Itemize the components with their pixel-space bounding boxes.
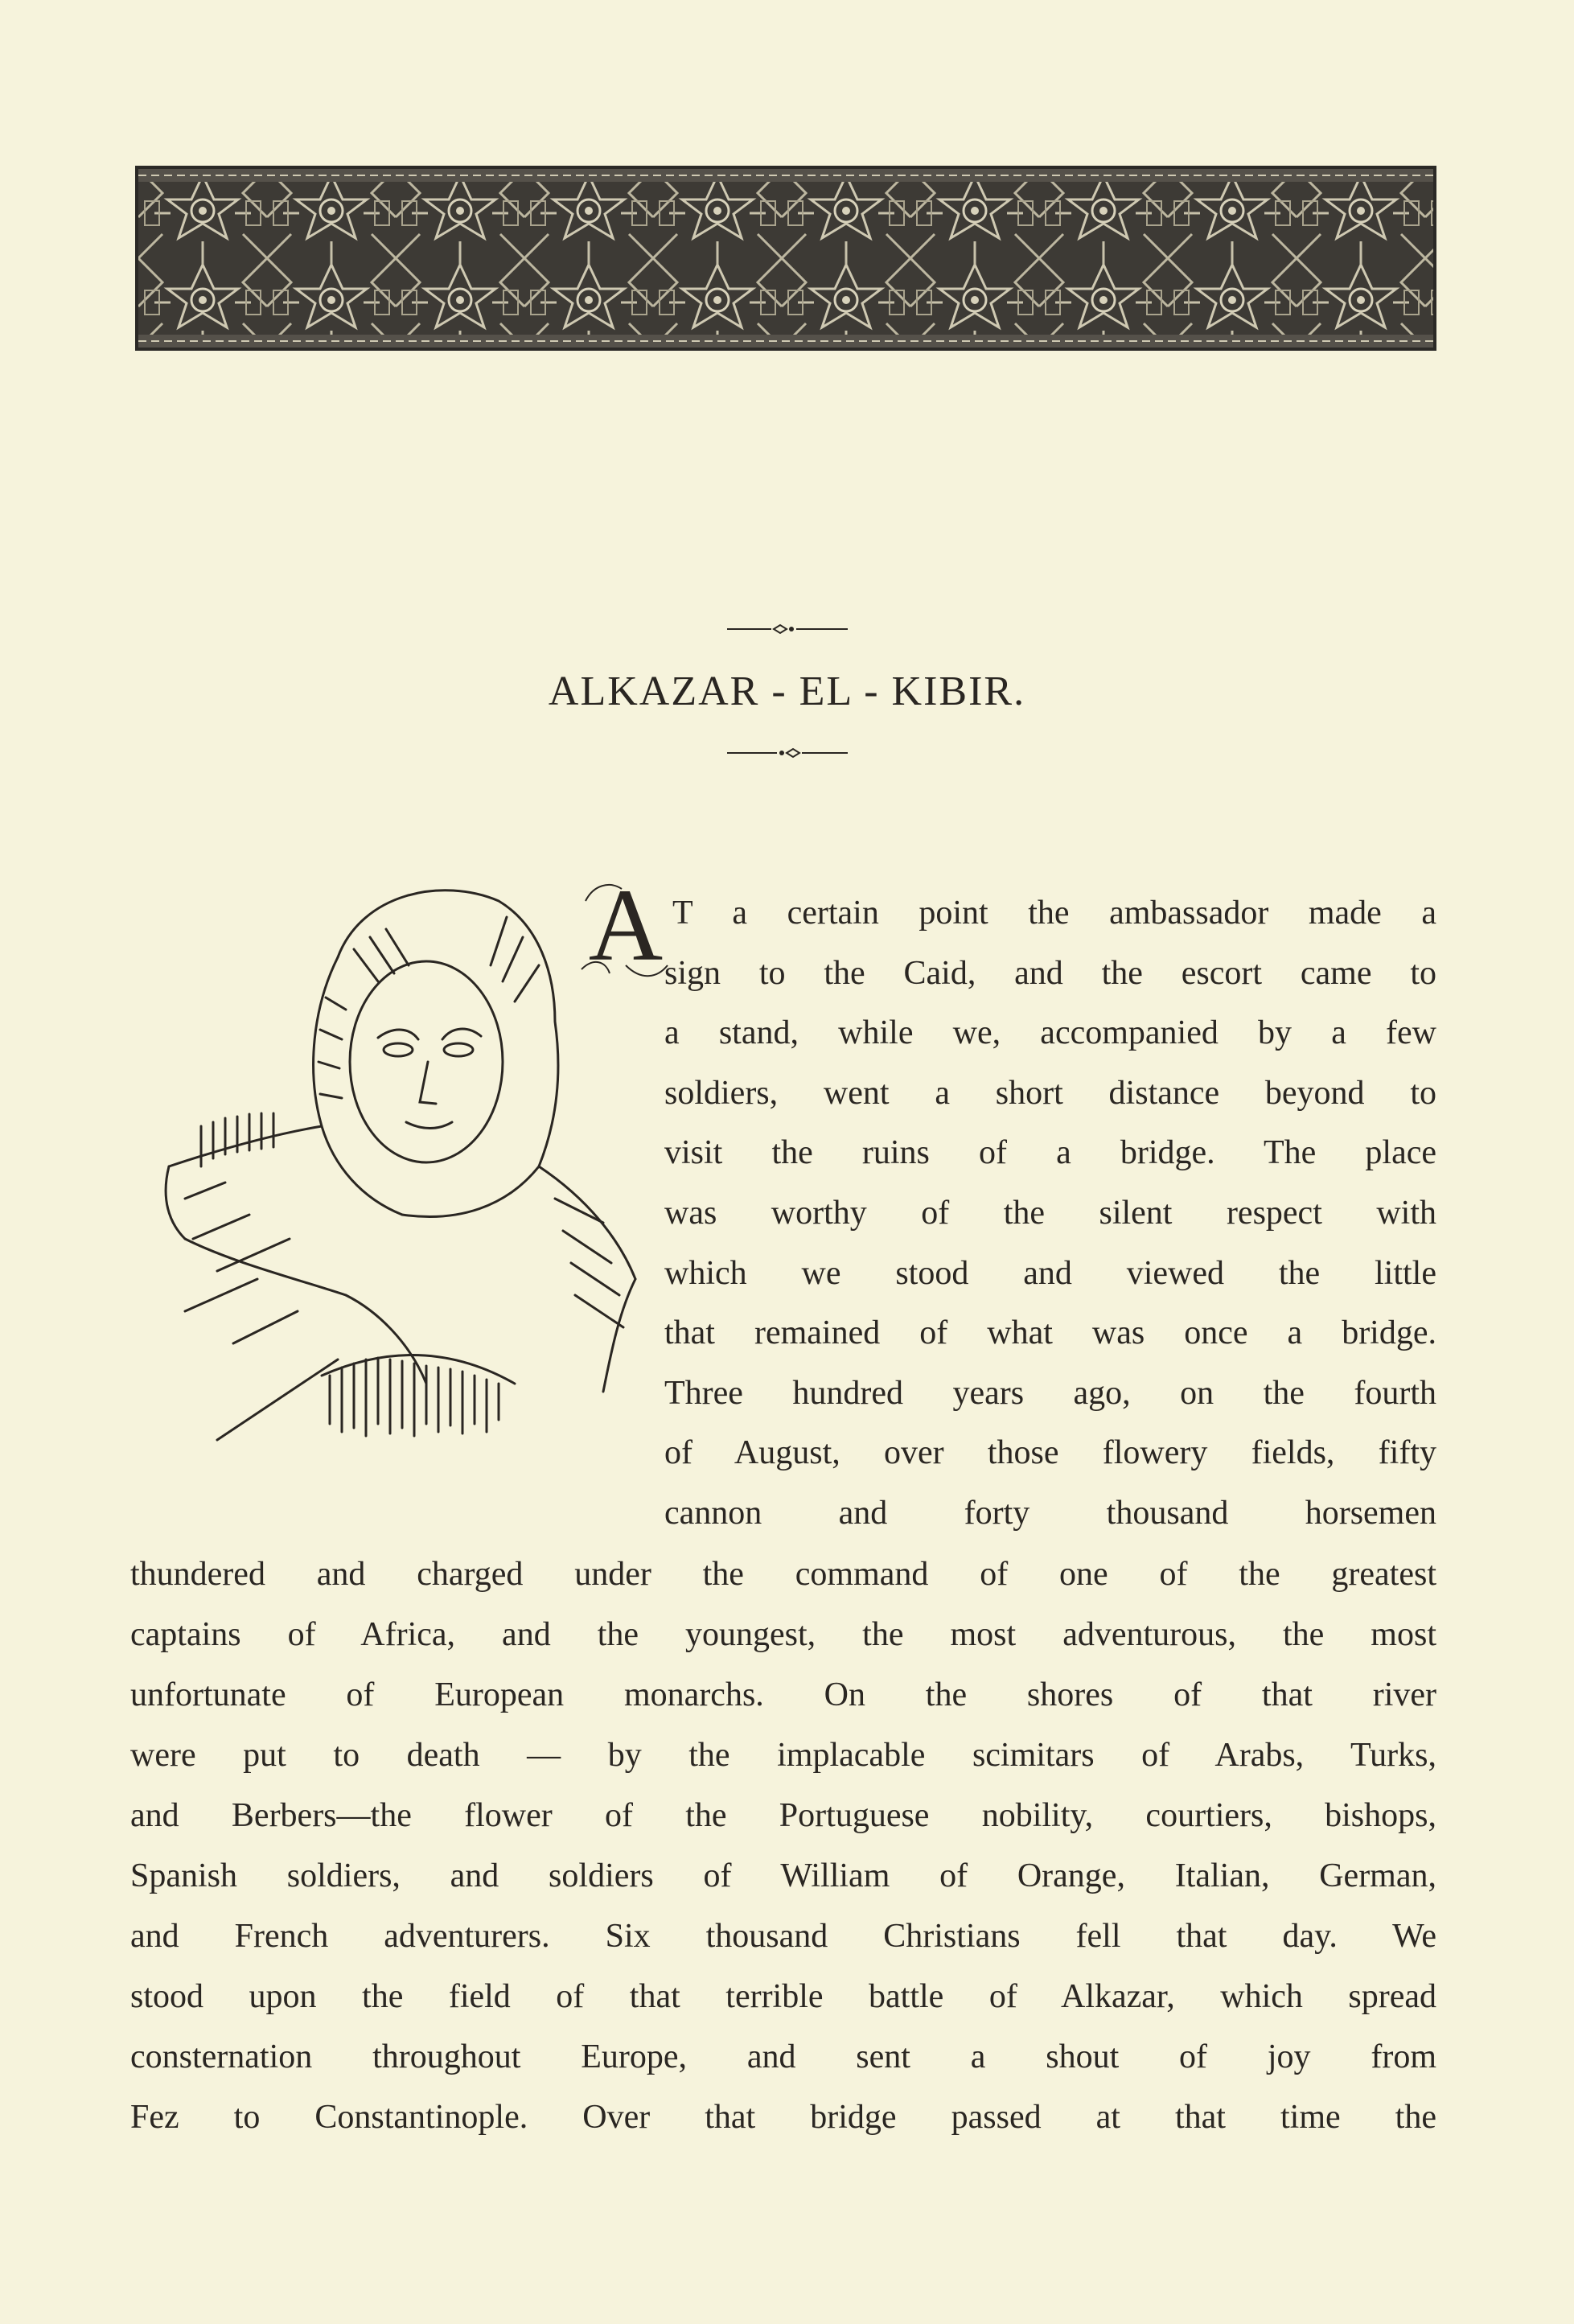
text-line: cannon and forty thousand horsemen bbox=[664, 1494, 1436, 1532]
text-line: that remained of what was once a bridge. bbox=[664, 1314, 1436, 1352]
text-line: was worthy of the silent respect with bbox=[664, 1194, 1436, 1232]
intro-paragraph bbox=[664, 883, 1436, 1544]
text-line: soldiers, went a short distance beyond to bbox=[664, 1074, 1436, 1112]
text-line: stood upon the field of that terrible battle of Alkazar, which spread bbox=[130, 1978, 1436, 2015]
text-line: Spanish soldiers, and soldiers of William of Orange, Italian, German, bbox=[130, 1857, 1436, 1894]
text-line: unfortunate of European monarchs. On the shores of that river bbox=[130, 1676, 1436, 1713]
moorish-pattern-graphic bbox=[138, 169, 1433, 348]
text-line: visit the ruins of a bridge. The place bbox=[664, 1134, 1436, 1172]
text-line: were put to death — by the implacable scimitars of Arabs, Turks, bbox=[130, 1737, 1436, 1774]
text-line: which we stood and viewed the little bbox=[664, 1254, 1436, 1292]
text-line: thundered and charged under the command of one of the greatest bbox=[130, 1556, 1436, 1593]
text-line: Fez to Constantinople. Over that bridge passed at that time the bbox=[130, 2099, 1436, 2136]
text-line: T a certain point the ambassador made a bbox=[672, 895, 1436, 932]
text-line: Three hundred years ago, on the fourth bbox=[664, 1374, 1436, 1412]
text-line: captains of Africa, and the youngest, the most adventurous, the most bbox=[130, 1616, 1436, 1653]
drop-cap bbox=[577, 869, 674, 989]
text-line: and French adventurers. Six thousand Christians fell that day. We bbox=[130, 1918, 1436, 1955]
text-line: a stand, while we, accompanied by a few bbox=[664, 1014, 1436, 1052]
text-line: sign to the Caid, and the escort came to bbox=[664, 954, 1436, 992]
drop-cap-letter: A bbox=[588, 868, 664, 982]
title-ornament-top bbox=[0, 623, 1574, 640]
body-paragraph bbox=[130, 1545, 1436, 2148]
text-line: and Berbers—the flower of the Portuguese nobility, courtiers, bishops, bbox=[130, 1797, 1436, 1834]
title-ornament-bottom bbox=[0, 747, 1574, 763]
text-line: consternation throughout Europe, and sent a shout of joy from bbox=[130, 2038, 1436, 2075]
text-line: of August, over those flowery fields, fifty bbox=[664, 1434, 1436, 1472]
ornamental-header-banner bbox=[135, 166, 1436, 351]
chapter-title: ALKAZAR - EL - KIBIR. bbox=[548, 668, 1026, 714]
